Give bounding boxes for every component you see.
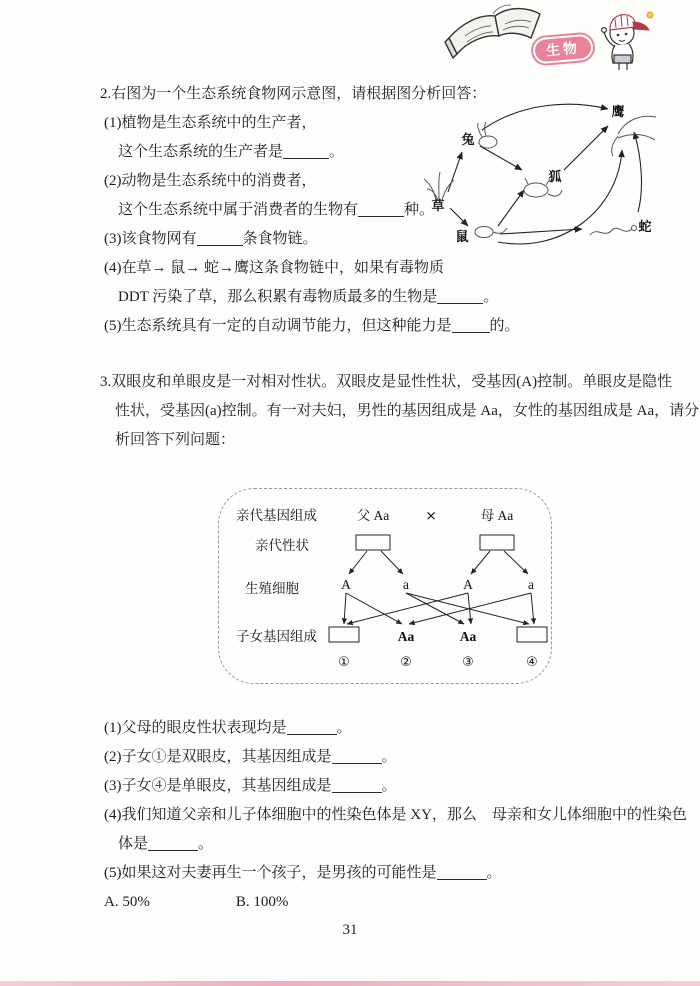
cross-symbol: × [425, 508, 437, 524]
answer-blank [148, 836, 198, 851]
q2-item4-post: 。 [483, 289, 499, 305]
student-with-cap-icon [588, 3, 663, 75]
q3-item2-pre: (2)子女①是双眼皮，其基因组成是 [104, 749, 332, 765]
q2-item5-pre: (5)生态系统具有一定的自动调节能力，但这种能力是 [104, 318, 452, 334]
offspring1-box [329, 627, 359, 642]
q3-item3 [104, 772, 644, 801]
eagle-sketch [612, 116, 656, 156]
offspring2-genotype: Aa [397, 629, 415, 644]
q3-item2 [104, 743, 644, 772]
q3-item5-pre: (5)如果这对夫妻再生一个孩子，是男孩的可能性是 [104, 865, 437, 881]
q2-title: 2.右图为一个生态系统食物网示意图，请根据图分析回答： [100, 86, 487, 102]
q2-item3-post: 条食物链。 [242, 231, 318, 247]
answer-blank [283, 144, 329, 159]
q2-item2-pre: 这个生态系统中属于消费者的生物有 [118, 202, 359, 218]
answer-blank [452, 318, 490, 333]
foodweb-label-rabbit: 兔 [461, 132, 475, 147]
label-gametes: 生殖细胞 [245, 581, 299, 596]
q3-option-b: B. 100% [235, 894, 289, 910]
genetics-offspring-numbers [338, 655, 538, 670]
q3-item1 [104, 714, 644, 743]
foodweb-label-snake: 蛇 [638, 219, 652, 234]
q3-item4-line1: (4)我们知道父亲和儿子体细胞中的性染色体是 XY，那么 母亲和女儿体细胞中的性染色 [104, 807, 687, 823]
q3-intro-line3: 析回答下列问题： [115, 432, 236, 448]
gamete-mother-a: a [528, 577, 534, 592]
q2-item4-line1: (4)在草→ 鼠→ 蛇→鹰这条食物链中，如果有毒物质 [104, 260, 444, 276]
label-offspring-genotype: 子女基因组成 [236, 629, 317, 644]
gamete-mother-A: A [463, 577, 473, 592]
q2-item2-post: 种。 [404, 202, 435, 218]
answer-blank [287, 720, 337, 735]
q3-option-a: A. 50% [104, 894, 150, 910]
snake-sketch [590, 228, 632, 235]
answer-blank [358, 202, 404, 217]
offspring-number-3: ③ [462, 655, 474, 670]
genetics-offspring [398, 629, 477, 644]
question-3-intro [100, 368, 700, 455]
q2-item5-post: 的。 [489, 318, 520, 334]
subject-badge-ring [530, 31, 596, 66]
page-number: 31 [342, 922, 358, 938]
label-parent-trait: 亲代性状 [255, 538, 309, 553]
foodweb-label-mouse: 鼠 [455, 229, 469, 244]
q2-item4-pre: DDT 污染了草，那么积累有毒物质最多的生物是 [118, 289, 438, 305]
offspring4-box [517, 627, 547, 642]
genetics-boxes [329, 535, 547, 642]
offspring-number-2: ② [400, 655, 412, 670]
genetics-row-labels [236, 507, 317, 644]
q2-item4-line2 [100, 283, 640, 312]
q3-item2-post: 。 [381, 749, 397, 765]
rabbit-sketch [479, 136, 497, 148]
q3-item4-pre: 体是 [118, 836, 149, 852]
q3-item4-line2 [104, 830, 644, 859]
mother-trait-box [480, 535, 514, 550]
father-genotype: 父 Aa [356, 508, 390, 523]
offspring3-genotype: Aa [459, 629, 477, 644]
q3-item5 [104, 859, 644, 888]
offspring-number-1: ① [338, 655, 350, 670]
q3-item1-post: 。 [336, 720, 352, 736]
fox-sketch [524, 183, 548, 197]
foodweb-animal-sketches [424, 116, 656, 237]
father-trait-box [356, 535, 390, 550]
gamete-father-a: a [403, 577, 409, 592]
foodweb-diagram [412, 100, 667, 260]
mouse-sketch [475, 227, 493, 238]
mother-genotype: 母 Aa [480, 508, 514, 523]
genetics-arrows [344, 551, 534, 624]
genetics-gametes [341, 577, 534, 592]
answer-blank [332, 749, 382, 764]
q3-item1-pre: (1)父母的眼皮性状表现均是 [104, 720, 287, 736]
foodweb-label-eagle: 鹰 [611, 104, 625, 119]
q2-item1-pre: 这个生态系统的生产者是 [118, 144, 284, 160]
foodweb-label-grass: 草 [431, 198, 445, 213]
answer-blank [437, 865, 487, 880]
subject-badge [531, 34, 595, 64]
q2-item5 [100, 312, 640, 341]
q2-item1-line1: (1)植物是生态系统中的生产者， [104, 115, 317, 131]
question-3-subs [104, 714, 687, 917]
foodweb-arrows [448, 104, 641, 244]
answer-blank [197, 231, 243, 246]
genetics-diagram-frame [218, 488, 552, 684]
q3-item4-post: 。 [198, 836, 214, 852]
genetics-diagram [219, 489, 549, 681]
q2-item2-line1: (2)动物是生态系统中的消费者， [104, 173, 317, 189]
gamete-father-A: A [341, 577, 351, 592]
q3-item3-post: 。 [381, 778, 397, 794]
answer-blank [437, 289, 483, 304]
q2-item3-pre: (3)该食物网有 [104, 231, 197, 247]
foodweb-label-fox: 狐 [548, 169, 562, 184]
q3-intro-line1: 3.双眼皮和单眼皮是一对相对性状。双眼皮是显性性状，受基因(A)控制。单眼皮是隐性 [100, 374, 673, 390]
grass-sketch [424, 172, 454, 200]
subject-badge-label: 生物 [534, 36, 592, 63]
q3-item5-post: 。 [486, 865, 502, 881]
q2-item1-post: 。 [329, 144, 345, 160]
label-parent-genotype: 亲代基因组成 [236, 508, 317, 523]
q3-intro-line2: 性状，受基因(a)控制。有一对夫妇，男性的基因组成是 Aa，女性的基因组成是 Aa，请分 [115, 403, 700, 419]
offspring-number-4: ④ [526, 655, 538, 670]
q3-item3-pre: (3)子女④是单眼皮，其基因组成是 [104, 778, 332, 794]
answer-blank [332, 778, 382, 793]
genetics-parent-row [357, 508, 514, 524]
q3-options [104, 888, 644, 917]
page-edge-decoration [0, 981, 700, 986]
